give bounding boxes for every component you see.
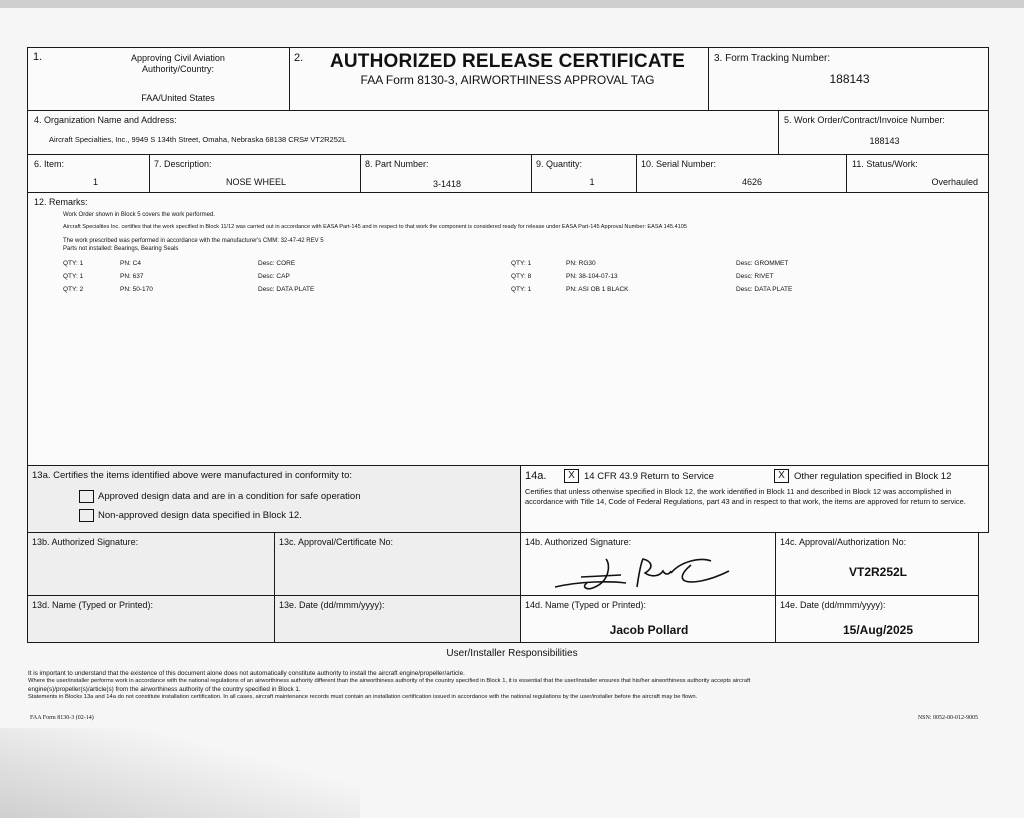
block-14a-label: 14a.	[525, 470, 547, 482]
approval-authorization-number: VT2R252L	[848, 565, 908, 579]
part-qty: QTY: 1	[63, 273, 84, 280]
block-14a-statement: Certifies that unless otherwise specified in Block 12, the work identified in Block 11 and described in Block 12 was accomplished in accordance with Title 14, Code of Federal Regulations, part 43 and in respect to that work, the items are approved for return to service.	[525, 487, 966, 506]
part-qty: QTY: 8	[511, 273, 532, 280]
part-qty: QTY: 1	[511, 260, 532, 267]
block-14e-label: 14e. Date (dd/mmm/yyyy):	[780, 600, 886, 610]
block-14e	[775, 595, 979, 643]
part-pn: PN: ASI OB 1 BLACK	[566, 286, 629, 293]
block-14c	[775, 532, 979, 596]
nsn-number: NSN: 0052-00-012-9005	[917, 715, 978, 721]
block-7	[149, 154, 361, 193]
block-9	[531, 154, 637, 193]
organization-address: Aircraft Specialties, Inc., 9949 S 134th Street, Omaha, Nebraska 68138 CRS# VT2R252L	[49, 135, 347, 144]
block-6-label: 6. Item:	[34, 159, 65, 169]
non-approved-design-checkbox[interactable]	[79, 509, 94, 522]
part-pn: PN: 50-170	[120, 286, 153, 293]
status-work: Overhauled	[931, 177, 978, 187]
block-5	[778, 110, 989, 155]
part-qty: QTY: 1	[63, 260, 84, 267]
form-identifier: FAA Form 8130-3 (02-14)	[30, 715, 94, 721]
part-desc: Desc: CAP	[258, 273, 290, 280]
block-13a	[27, 465, 521, 533]
block-1-label-line2: Authority/Country:	[141, 64, 215, 74]
remarks-line-2: Aircraft Specialties Inc. certifies that the work specified in Block 11/12 was carried out in accordance with EASA Part-145 and in respect to that work the component is considered ready for release under EASA Part-145 Approval Number: EASA 145.4105	[63, 224, 687, 230]
footer-paragraph-4: Statements in Blocks 13a and 14a do not constitute installation certification. In all cases, aircraft maintenance records must contain an installation certification issued in accordance with the national regulations by the user/installer before the aircraft may be flown.	[28, 694, 698, 700]
block-11	[846, 154, 989, 193]
block-1-label-line1: Approving Civil Aviation	[131, 53, 225, 63]
form-tracking-number: 188143	[829, 72, 870, 86]
block-13d-label: 13d. Name (Typed or Printed):	[32, 600, 154, 610]
block-14d-label: 14d. Name (Typed or Printed):	[525, 600, 647, 610]
block-3-label: 3. Form Tracking Number:	[714, 53, 831, 64]
block-1-value: FAA/United States	[141, 93, 215, 103]
part-number: 3-1418	[432, 179, 462, 189]
footer-paragraph-1: It is important to understand that the existence of this document alone does not automatically constitute authority to install the aircraft engine/propeller/article.	[28, 670, 465, 677]
description: NOSE WHEEL	[225, 177, 286, 187]
responsibilities-heading: User/Installer Responsibilities	[446, 648, 578, 659]
block-13c	[274, 532, 521, 596]
part-desc: Desc: DATA PLATE	[736, 286, 793, 293]
block-8-label: 8. Part Number:	[365, 159, 429, 169]
block-1	[27, 47, 290, 111]
block-12-label: 12. Remarks:	[34, 197, 88, 207]
part-qty: QTY: 1	[511, 286, 532, 293]
part-qty: QTY: 2	[63, 286, 84, 293]
block-12-remarks	[27, 192, 989, 466]
serial-number: 4626	[741, 177, 763, 187]
block-8	[360, 154, 532, 193]
part-desc: Desc: GROMMET	[736, 260, 789, 267]
quantity: 1	[589, 177, 595, 187]
block-3	[708, 47, 989, 111]
signer-name: Jacob Pollard	[609, 623, 689, 637]
work-order-number: 188143	[869, 136, 900, 146]
part-pn: PN: 38-104-07-13	[566, 273, 618, 280]
page-edge-shadow	[0, 0, 1024, 8]
part-desc: Desc: RIVET	[736, 273, 774, 280]
other-regulation-checkbox[interactable]: X	[774, 469, 789, 483]
block-13e	[274, 595, 521, 643]
item-number: 1	[92, 177, 98, 187]
block-13c-label: 13c. Approval/Certificate No:	[279, 537, 394, 547]
block-4-label: 4. Organization Name and Address:	[34, 115, 177, 125]
block-10-label: 10. Serial Number:	[641, 159, 717, 169]
block-13e-label: 13e. Date (dd/mmm/yyyy):	[279, 600, 385, 610]
block-13a-label: 13a. Certifies the items identified above were manufactured in conformity to:	[32, 470, 352, 481]
remarks-line-1: Work Order shown in Block 5 covers the work performed.	[63, 212, 215, 218]
authorized-signature-image	[551, 551, 731, 595]
block-5-label: 5. Work Order/Contract/Invoice Number:	[784, 115, 945, 125]
return-to-service-checkbox[interactable]: X	[564, 469, 579, 483]
block-2-number: 2.	[294, 52, 304, 64]
block-10	[636, 154, 847, 193]
part-pn: PN: 637	[120, 273, 144, 280]
part-pn: PN: RG30	[566, 260, 596, 267]
block-14a	[520, 465, 989, 533]
block-14b-label: 14b. Authorized Signature:	[525, 537, 632, 547]
block-11-label: 11. Status/Work:	[852, 159, 918, 169]
certificate-form	[27, 47, 989, 643]
block-2	[289, 47, 709, 111]
block-7-label: 7. Description:	[154, 159, 212, 169]
block-14c-label: 14c. Approval/Authorization No:	[780, 537, 907, 547]
remarks-line-3: The work prescribed was performed in accordance with the manufacturer's CMM: 32-47-42 REV 5	[63, 238, 324, 244]
block-13d	[27, 595, 275, 643]
block-13b-label: 13b. Authorized Signature:	[32, 537, 139, 547]
part-pn: PN: C4	[120, 260, 141, 267]
form-title: AUTHORIZED RELEASE CERTIFICATE	[329, 51, 686, 72]
non-approved-design-label: Non-approved design data specified in Block 12.	[98, 510, 302, 521]
remarks-line-4: Parts not installed: Bearings, Bearing Seals	[63, 246, 179, 252]
part-desc: Desc: CORE	[258, 260, 296, 267]
footer-paragraph-3: engine(s)/propeller(s)/article(s) from the airworthiness authority of the country specified in Block 1.	[28, 686, 301, 693]
part-desc: Desc: DATA PLATE	[258, 286, 315, 293]
paper-shadow	[0, 728, 360, 818]
block-6	[27, 154, 150, 193]
block-13b	[27, 532, 275, 596]
block-14b	[520, 532, 776, 596]
block-14d	[520, 595, 776, 643]
form-subtitle: FAA Form 8130-3, AIRWORTHINESS APPROVAL TAG	[360, 73, 655, 87]
block-1-number: 1.	[33, 51, 43, 63]
footer-paragraph-2: Where the user/installer performs work in accordance with the national regulations of an airworthiness authority different than the airworthiness authority of the country specified in Block 1, it is essential that the user/installer ensures that his/her airworthiness authority accepts aircraft	[28, 678, 751, 684]
other-regulation-label: Other regulation specified in Block 12	[794, 471, 952, 482]
block-4	[27, 110, 779, 155]
approved-design-checkbox[interactable]	[79, 490, 94, 503]
release-date: 15/Aug/2025	[842, 623, 914, 637]
block-9-label: 9. Quantity:	[536, 159, 583, 169]
return-to-service-label: 14 CFR 43.9 Return to Service	[584, 471, 714, 482]
approved-design-label: Approved design data and are in a condition for safe operation	[98, 491, 361, 502]
